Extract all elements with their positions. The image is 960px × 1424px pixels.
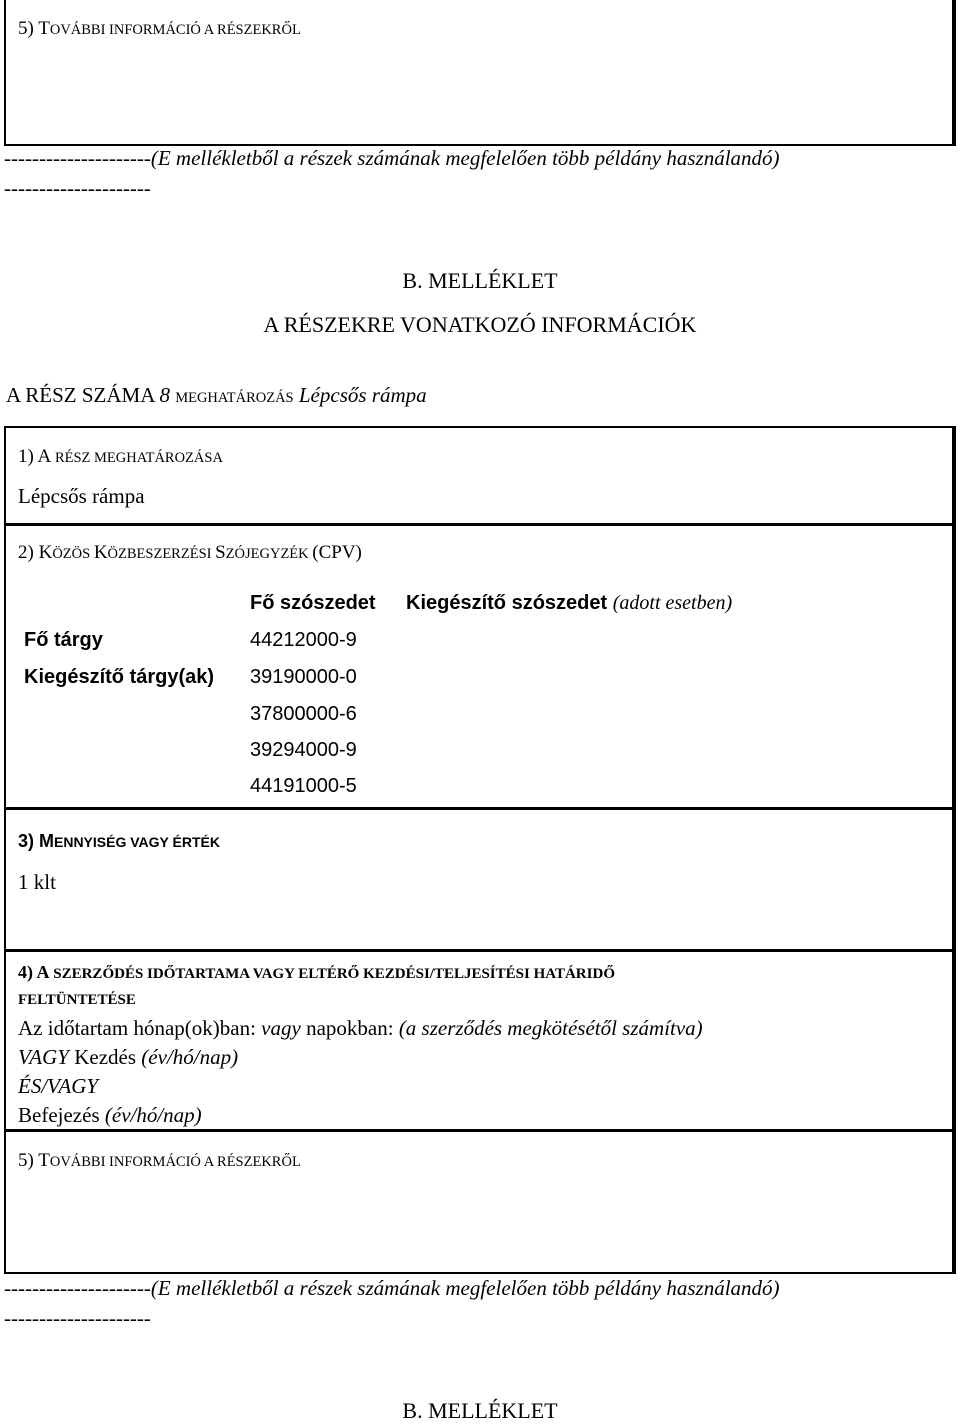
- bottom-annex-title: B. MELLÉKLET: [402, 1398, 558, 1423]
- section1-value: Lépcsős rámpa: [18, 484, 145, 508]
- section4-end: Befejezés (év/hó/nap): [18, 1103, 202, 1127]
- separator-note: ---------------------(E mellékletből a részek számának megfelelően több példány használandó): [4, 146, 780, 170]
- section4-start: VAGY Kezdés (év/hó/nap): [18, 1045, 239, 1069]
- section3-title: 3) MENNYISÉG VAGY ÉRTÉK: [18, 831, 220, 851]
- cpv-supp-code: 39190000-0: [250, 666, 357, 688]
- annex-title: B. MELLÉKLET: [402, 268, 558, 293]
- section4-title-line1: 4) A SZERZŐDÉS IDŐTARTAMA VAGY ELTÉRŐ KEZDÉSI/TELJESÍTÉSI HATÁRIDŐ: [18, 962, 615, 982]
- cpv-supp-object-label: Kiegészítő tárgy(ak): [24, 666, 215, 688]
- section2-title: 2) KÖZÖS KÖZBESZERZÉSI SZÓJEGYZÉK (CPV): [18, 542, 362, 563]
- cpv-supp-vocab-header: Kiegészítő szószedet (adott esetben): [406, 592, 733, 614]
- bottom-separator-dashes: ---------------------: [4, 1306, 151, 1330]
- cpv-main-object-label: Fő tárgy: [24, 629, 103, 651]
- part-line: A RÉSZ SZÁMA 8 MEGHATÁROZÁS Lépcsős rámpa: [6, 383, 427, 407]
- cpv-supp-code: 39294000-9: [250, 739, 357, 761]
- bottom-separator-note: ---------------------(E mellékletből a részek számának megfelelően több példány használandó): [4, 1276, 780, 1300]
- cpv-main-vocab-header: Fő szószedet: [250, 592, 376, 614]
- cpv-main-object-code: 44212000-9: [250, 629, 357, 651]
- section5-title: 5) TOVÁBBI INFORMÁCIÓ A RÉSZEKRŐL: [18, 1150, 301, 1171]
- section3-value: 1 klt: [18, 870, 56, 894]
- cpv-supp-code: 44191000-5: [250, 775, 357, 797]
- annex-subtitle: A RÉSZEKRE VONATKOZÓ INFORMÁCIÓK: [263, 312, 697, 337]
- separator-dashes: ---------------------: [4, 176, 151, 200]
- cpv-supp-code: 37800000-6: [250, 703, 357, 725]
- section1-box: [4, 426, 956, 526]
- section4-duration: Az időtartam hónap(ok)ban: vagy napokban: (a szerződés megkötésétől számítva): [18, 1016, 703, 1040]
- section1-title: 1) A RÉSZ MEGHATÁROZÁSA: [18, 446, 223, 467]
- top-section5-title: 5) TOVÁBBI INFORMÁCIÓ A RÉSZEKRŐL: [18, 18, 301, 39]
- section4-and-or: ÉS/VAGY: [18, 1074, 99, 1098]
- section4-title-line2: FELTÜNTETÉSE: [18, 992, 136, 1008]
